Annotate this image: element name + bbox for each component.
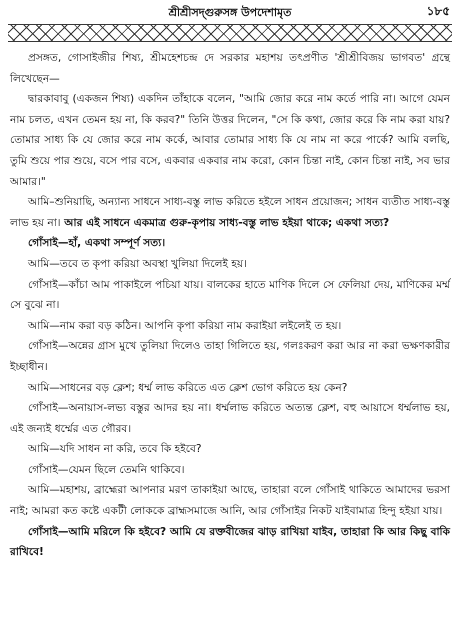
paragraph-ami-2: আমি—তবে ত কৃপা করিয়া অবস্থা খুলিয়া দিলেই হয়। bbox=[28, 257, 247, 270]
paragraph-gosai-5: গোঁসাই—যেমন ছিলে তেমনি থাকিবে। bbox=[28, 463, 185, 476]
paragraph-ami-3: আমি—নাম করা বড় কঠিন। আপনি কৃপা করিয়া নাম করাইয়া লইলেই ত হয়। bbox=[28, 319, 342, 332]
paragraph-gosai-2: গোঁসাই—কাঁচা আম পাকাইলে পচিয়া যায়। বালকের হাতে মাণিক দিলে সে ফেলিয়া দেয়, মাণিকের মর্ম্ম সে বুঝে না। bbox=[10, 278, 450, 312]
page-number: ১৮৫ bbox=[426, 4, 450, 18]
bold-question: আর এই সাধনে একমাত্র গুরু-কৃপায় সাধ্য-বস্তু লাভ হইয়া থাকে; একথা সত্য? bbox=[60, 216, 390, 229]
paragraph-ami-5: আমি—যদি সাধন না করি, তবে কি হইবে? bbox=[28, 443, 202, 456]
paragraph-gosai-1: গোঁসাই—হাঁ, একথা সম্পূর্ণ সত্য। bbox=[28, 237, 166, 250]
page-body bbox=[10, 48, 450, 619]
paragraph-gosai-4: গোঁসাই—অনায়াস-লভ্য বস্তুর আদর হয় না। ধর্ম্মলাভ করিতে অত্যন্ত ক্লেশ, বহু আয়াসে ধর্ম্মলাভ হয়, এই জন্যই ধর্ম্মের এত গৌরব। bbox=[10, 402, 450, 435]
decorative-border bbox=[8, 24, 452, 42]
running-title: শ্রীশ্রীসদ্গুরুসঙ্গ উপদেশামৃত bbox=[168, 6, 292, 19]
paragraph-dwarka: দ্বারকাবাবু (একজন শিষ্য) একদিন তাঁহাকে বলেন, "আমি জোর করে নাম কর্তে পারি না। আগে যেমন নাম চলত, এখন তেমন হয় না, কি করব?" তিনি উত্তর দিলেন, "সে কি কথা, জোর করে কি নাম করা যায়? তোমার সাধ্য কি যে জোর করে নাম কর্কে, আবার তোমার সাধ্য কি যে নাম না করে পার্কে? আমি বলছি, তুমি শুয়ে পার শুয়ে, বসে পার বসে, একবার একবার নাম করো, কোন চিন্তা নাই, কোন চিন্তা নাই, সব ভার আমার।" bbox=[10, 93, 450, 188]
paragraph-gosai-6: গোঁসাই—আমি মরিলে কি হইবে? আমি যে রক্তবীজের ঝাড় রাখিয়া যাইব, তাহারা কি আর কিছু বাকি রাখিবে! bbox=[10, 525, 450, 559]
paragraph-intro: প্রসঙ্গত, গোসাইজীর শিষ্য, শ্রীমহেশচন্দ্র দে সরকার মহাশয় তৎপ্রণীত 'শ্রীশ্রীবিজয় ভাগবত' গ্রন্থে লিখেছেন— bbox=[10, 52, 450, 85]
paragraph-ami-6: আমি—মহাশয়, ব্রাহ্মেরা আপনার মরণ তাকাইয়া আছে, তাহারা বলে গোঁসাই থাকিতে আমাদের ভরসা নাই; আমরা কত কষ্টে একটী লোককে ব্রাহ্মসমাজে আনি, আর গোঁসাইর নিকট যাইবামাত্র হিন্দু হইয়া যায়। bbox=[10, 484, 450, 518]
page-header bbox=[0, 0, 460, 22]
paragraph-ami-1: আমি–শুনিয়াছি, অন্যান্য সাধনে সাধ্য-বস্তু লাভ করিতে হইলে সাধন প্রয়োজন; সাধন ব্যতীত সাধ্য-বস্তু লাভ হয় না। আর এই সাধনে একমাত্র গুরু-কৃপায় সাধ্য-বস্তু লাভ হইয়া থাকে; একথা সত্য? bbox=[10, 196, 450, 229]
paragraph-ami-4: আমি—সাধনের বড় ক্লেশ; ধর্ম্ম লাভ করিতে এত ক্লেশ ভোগ করিতে হয় কেন? bbox=[28, 381, 348, 394]
paragraph-gosai-3: গোঁসাই—অন্নের গ্রাস মুখে তুলিয়া দিলেও তাহা গিলিতে হয়, গলঃকরণ করা আর না করা ভক্ষণকারীর ইচ্ছাধীন। bbox=[10, 340, 450, 373]
